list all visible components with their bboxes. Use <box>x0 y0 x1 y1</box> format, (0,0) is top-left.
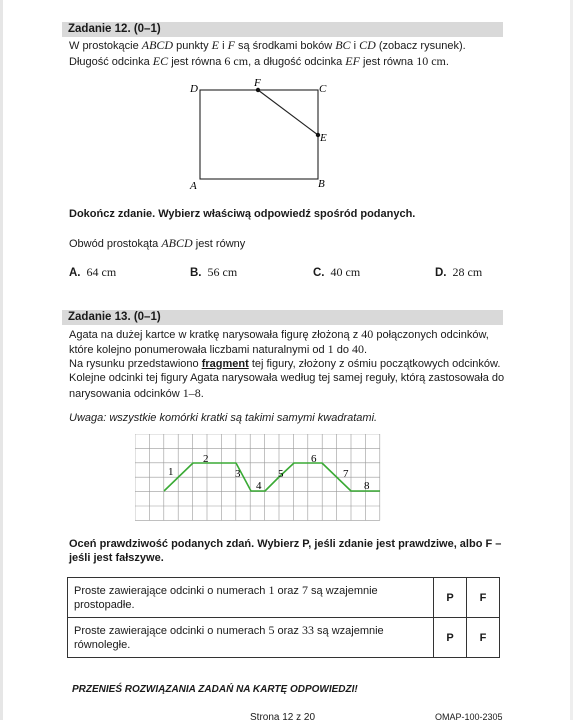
task-12-line-2 <box>69 54 449 70</box>
text: i <box>222 40 225 52</box>
text: do <box>336 344 349 356</box>
text: Agata na dużej kartce w kratkę narysowała figurę złożoną z <box>69 329 359 341</box>
task-13-p2 <box>69 357 500 372</box>
answer-letter: C. <box>313 267 325 279</box>
text: i <box>353 40 357 52</box>
text: połączonych odcinków, <box>376 329 489 341</box>
number: 5 <box>268 623 275 637</box>
grid-figure <box>135 434 395 524</box>
text: narysowania odcinków <box>69 388 180 400</box>
text: . <box>364 344 368 356</box>
text: prostopadłe. <box>74 599 135 611</box>
exam-code: OMAP-100-2305 <box>435 712 503 722</box>
option-f-row2[interactable]: F <box>467 618 500 658</box>
answer-value: 56 cm <box>207 265 238 279</box>
segment-label-5: 5 <box>278 468 284 480</box>
label-e: E <box>320 132 327 144</box>
task-12-instruction: Dokończ zdanie. Wybierz właściwą odpowiedź spośród podanych. <box>69 208 416 220</box>
number: 1 <box>268 583 275 597</box>
text: Proste zawierające odcinki o numerach <box>74 625 266 637</box>
transfer-answers-note: PRZENIEŚ ROZWIĄZANIA ZADAŃ NA KARTĘ ODPOWIEDZI! <box>72 684 358 695</box>
task-13-note: Uwaga: wszystkie komórki kratki są takimi samymi kwadratami. <box>69 412 378 424</box>
text: . <box>445 56 449 68</box>
rectangle-figure <box>180 76 340 194</box>
number-40: 40 <box>361 327 374 341</box>
math-ec: EC <box>152 54 169 68</box>
segment-label-6: 6 <box>311 453 317 465</box>
text: jest równy <box>195 238 246 250</box>
task-13-p3-line1: Kolejne odcinki tej figury Agata narysowała według tej samej reguły, którą zastosowała do <box>69 372 505 384</box>
task-13-instruction-line1: Oceń prawdziwość podanych zdań. Wybierz P, jeśli zdanie jest prawdziwe, albo F – <box>69 538 502 550</box>
segment-label-2: 2 <box>203 453 209 465</box>
task-13-instruction-line2: jeśli jest fałszywe. <box>69 552 164 564</box>
value-6cm: 6 cm <box>224 54 249 68</box>
text: . <box>200 388 204 400</box>
answer-option-d[interactable] <box>435 265 482 280</box>
text: które kolejno ponumerowała liczbami naturalnymi od <box>69 344 325 356</box>
label-c: C <box>319 83 327 95</box>
text: Obwód prostokąta <box>69 238 159 250</box>
number: 7 <box>301 583 308 597</box>
option-p-row1[interactable]: P <box>434 578 467 618</box>
answer-option-a[interactable] <box>69 265 116 280</box>
option-p-row2[interactable]: P <box>434 618 467 658</box>
text: są środkami boków <box>237 40 333 52</box>
text: oraz <box>277 585 299 597</box>
text: równoległe. <box>74 639 131 651</box>
text: Proste zawierające odcinki o numerach <box>74 585 266 597</box>
option-f-row1[interactable]: F <box>467 578 500 618</box>
math-abcd: ABCD <box>161 236 193 250</box>
text: są wzajemnie <box>317 625 384 637</box>
text: (zobacz rysunek). <box>378 40 466 52</box>
answer-letter: A. <box>69 267 81 279</box>
table-row <box>68 618 500 658</box>
range-1-8: 1–8 <box>182 386 201 400</box>
text: Na rysunku przedstawiono <box>69 358 199 370</box>
text: W prostokącie <box>69 40 139 52</box>
text: tej figury, złożony z ośmiu początkowych odcinków. <box>251 358 501 370</box>
task-13-header: Zadanie 13. (0–1) <box>62 310 503 325</box>
answer-value: 40 cm <box>330 265 361 279</box>
text: Długość odcinka <box>69 56 150 68</box>
answer-option-b[interactable] <box>190 265 237 280</box>
text: , a długość odcinka <box>248 56 343 68</box>
label-f: F <box>254 77 261 89</box>
task-13-p1-line1 <box>69 327 489 343</box>
value-10cm: 10 cm <box>416 54 446 68</box>
segment-label-7: 7 <box>343 468 349 480</box>
task-13-p1-line2 <box>69 342 367 358</box>
text: oraz <box>277 625 299 637</box>
word-fragment: fragment <box>201 358 249 370</box>
task-13-p3-line2 <box>69 386 204 402</box>
math-bc: BC <box>335 38 351 52</box>
math-e: E <box>211 38 219 52</box>
answer-option-c[interactable] <box>313 265 360 280</box>
answer-value: 28 cm <box>452 265 483 279</box>
math-f: F <box>227 38 235 52</box>
page-number: Strona 12 z 20 <box>250 712 316 723</box>
answer-letter: B. <box>190 267 202 279</box>
label-d: D <box>190 83 198 95</box>
math-cd: CD <box>359 38 376 52</box>
answer-value: 64 cm <box>86 265 117 279</box>
number-1: 1 <box>327 342 334 356</box>
segment-label-4: 4 <box>256 480 262 492</box>
task-12-question <box>69 236 245 252</box>
text: są wzajemnie <box>311 585 378 597</box>
answer-letter: D. <box>435 267 447 279</box>
statement-1 <box>68 578 434 618</box>
task-12-line-1 <box>69 38 466 54</box>
segment-label-8: 8 <box>364 480 370 492</box>
number-40: 40 <box>352 342 365 356</box>
text: punkty <box>176 40 209 52</box>
true-false-table <box>67 577 500 658</box>
number: 33 <box>301 623 314 637</box>
page-left-edge <box>0 0 3 720</box>
statement-2 <box>68 618 434 658</box>
segment-label-3: 3 <box>235 468 241 480</box>
math-ef: EF <box>345 54 360 68</box>
task-12-header: Zadanie 12. (0–1) <box>62 22 503 37</box>
text: jest równa <box>363 56 414 68</box>
math-abcd: ABCD <box>141 38 174 52</box>
label-b: B <box>318 178 325 190</box>
segment-label-1: 1 <box>168 466 174 478</box>
text: jest równa <box>171 56 222 68</box>
label-a: A <box>190 180 197 192</box>
table-row <box>68 578 500 618</box>
